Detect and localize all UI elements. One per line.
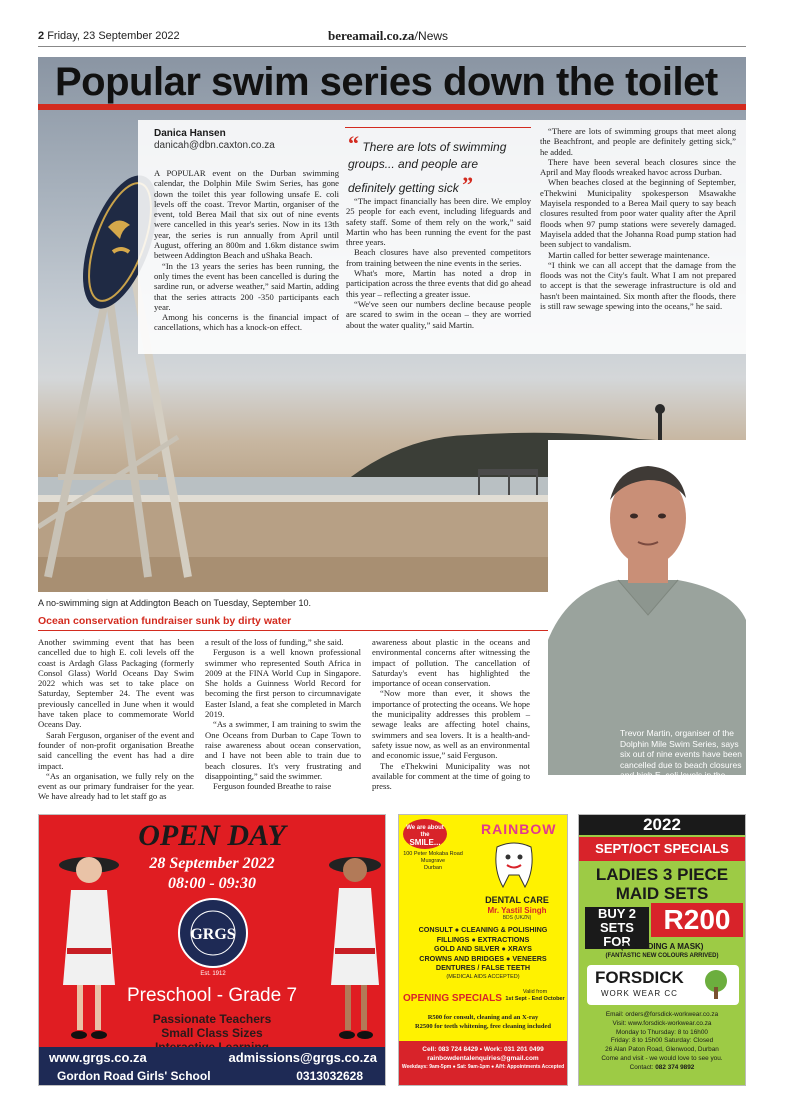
crest-est: Est. 1912 bbox=[200, 971, 226, 977]
school-name: Gordon Road Girls' School bbox=[57, 1069, 211, 1083]
page-number: 2 bbox=[38, 30, 45, 42]
portrait-photo bbox=[548, 440, 746, 775]
buy-quantity: BUY 2 bbox=[597, 906, 637, 921]
smile-badge bbox=[403, 819, 447, 849]
sidebar-column-3 bbox=[372, 637, 530, 791]
specials-banner: SEPT/OCT SPECIALS bbox=[579, 837, 745, 861]
medical-aid-note: (MEDICAL AIDS ACCEPTED) bbox=[446, 973, 520, 980]
paragraph: “In the 13 years the series has been running, the only times the event has been cancelled is during the sardine run, or adverse weather,” said Martin, adding that the series attracts 200 -350 participants each year. bbox=[154, 260, 339, 312]
sets-for: SETS FOR bbox=[600, 920, 634, 949]
dental-advert[interactable] bbox=[398, 814, 568, 1086]
paragraph: Beach closures have also prevented competitors from training between the nine events in the series. bbox=[346, 247, 531, 268]
open-day-title: OPEN DAY bbox=[138, 819, 286, 852]
service-item: CROWNS AND BRIDGES ● VENEERS bbox=[419, 953, 547, 963]
paragraph: “The impact financially has been dire. We employ 25 people for each event, including lifeguards and safety staff. Some of them rely on the work,” said Martin who has been running the event for the past three years. bbox=[346, 196, 531, 248]
offer-item: R500 for consult, cleaning and an X-ray bbox=[427, 1014, 539, 1021]
dental-services bbox=[399, 925, 567, 982]
dental-phone[interactable]: Cell: 083 724 8429 • Work: 031 201 0499 bbox=[422, 1046, 544, 1053]
issue-date: Friday, 23 September 2022 bbox=[47, 30, 180, 42]
benefit-item: Passionate Teachers bbox=[152, 1012, 272, 1026]
opening-specials-label: OPENING SPECIALS bbox=[403, 993, 502, 1004]
forsdick-advert[interactable] bbox=[578, 814, 746, 1086]
promo-line2: MAID SETS bbox=[615, 884, 709, 903]
pull-quote bbox=[348, 131, 528, 198]
dental-hours: Weekdays: 9am-5pm ● Sat: 9am-1pm ● A/H: Appointments Accepted bbox=[401, 1064, 565, 1070]
svg-text:GRGS: GRGS bbox=[190, 926, 236, 943]
school-phone[interactable]: 0313032628 bbox=[296, 1069, 363, 1083]
service-item: CONSULT ● CLEANING & POLISHING bbox=[418, 925, 548, 934]
open-day-time: 08:00 - 09:30 bbox=[168, 875, 256, 892]
rainbow-brand: RAINBOW bbox=[481, 821, 557, 837]
contact-label: Contact: bbox=[629, 1063, 654, 1071]
forsdick-contact-info bbox=[579, 1011, 745, 1073]
address-line: 100 Peter Mokaba Road bbox=[403, 851, 463, 857]
service-item: FILLINGS ● EXTRACTIONS bbox=[436, 934, 530, 944]
school-website[interactable]: www.grgs.co.za bbox=[49, 1050, 147, 1065]
forsdick-email[interactable]: Email: orders@forsdick-workwear.co.za bbox=[605, 1011, 719, 1018]
sidebar-column-1 bbox=[38, 637, 194, 802]
article-column-1 bbox=[154, 168, 339, 333]
forsdick-brand: FORSDICK bbox=[595, 968, 684, 987]
smile-tag1: We are about the bbox=[406, 825, 444, 838]
paragraph: awareness about plastic in the oceans and environmental concerns after witnessing the impact of pollution. The cancellation of Saturday's event has highlighted the importance of ocean conservation. bbox=[372, 637, 530, 689]
paragraph: “As a swimmer, I am training to swim the One Oceans from Durban to Cape Town to raise awareness about ocean conservation, and I have not been able to train due to beach closures. It's very frustrating and disappointing,” said the swimmer. bbox=[205, 719, 361, 781]
paragraph: Ferguson is a well known professional swimmer who represented South Africa in 2009 at the FINA World Cup in Singapore. She holds a Guinness World Record for becoming the first person to circumnavigate Easter Island, a feat she completed in March 2019. bbox=[205, 647, 361, 720]
valid-range: 1st Sept - End October bbox=[505, 996, 565, 1002]
forsdick-web[interactable]: Visit: www.forsdick-workwear.co.za bbox=[612, 1019, 712, 1027]
paragraph: Martin called for better sewerage maintenance. bbox=[548, 249, 710, 260]
address-line: Durban bbox=[423, 865, 443, 871]
paragraph: “Now more than ever, it shows the importance of protecting the oceans. We hope the municipality addresses this problem – sewage leaks are affecting hotel chains, swimmers and sea lovers. It is a health-and-safety issue now, as well as an environmental and economic issue,” said Ferguson. bbox=[372, 688, 530, 761]
tree-logo-icon bbox=[699, 969, 733, 1001]
forsdick-welcome: Come and visit - we would love to see you. bbox=[601, 1054, 723, 1062]
forsdick-logo bbox=[587, 965, 739, 1005]
article-headline: Popular swim series down the toilet bbox=[55, 60, 718, 104]
paragraph: Among his concerns is the financial impact of cancellations, which has a knock-on effect. bbox=[154, 312, 339, 333]
promo-line1: LADIES 3 PIECE bbox=[595, 865, 729, 884]
paragraph: “I think we can all accept that the damage from the floods was not the City's fault. What I am not prepared to accept is that the sewerage infrastructure is old and hasn't been maintained. Six month after the floods, there is still raw sewage spewing into the oceans,” he said. bbox=[540, 259, 736, 312]
dental-address bbox=[401, 851, 465, 872]
tooth-mascot-icon bbox=[489, 839, 539, 891]
article-column-3 bbox=[540, 126, 736, 311]
byline-author: Danica Hansen bbox=[154, 128, 226, 139]
photo-caption: A no-swimming sign at Addington Beach on Tuesday, September 10. bbox=[38, 598, 311, 608]
school-email[interactable]: admissions@grgs.co.za bbox=[228, 1050, 377, 1065]
promo-price: R200 bbox=[651, 903, 743, 937]
paragraph: “We've seen our numbers decline because people are scared to swim in the ocean – they are worried about the water quality,” said Martin. bbox=[346, 298, 531, 330]
forsdick-address: 26 Alan Paton Road, Glenwood, Durban bbox=[605, 1046, 719, 1054]
open-day-date: 28 September 2022 bbox=[149, 855, 275, 872]
benefit-item: Small Class Sizes bbox=[161, 1026, 263, 1040]
paragraph: Ferguson founded Breathe to raise bbox=[213, 781, 332, 792]
forsdick-hours: Friday: 8 to 15h00 Saturday: Closed bbox=[610, 1037, 714, 1045]
portrait-illustration bbox=[548, 440, 746, 775]
sidebar-headline-rule bbox=[38, 630, 568, 631]
mask-note: (INCLUDING A MASK) bbox=[620, 942, 704, 951]
byline-email[interactable]: danicah@dbn.caxton.co.za bbox=[154, 140, 275, 151]
site-name[interactable]: bereamail.co.za bbox=[328, 28, 415, 43]
promo-product bbox=[579, 865, 745, 903]
open-quote-icon: “ bbox=[348, 131, 359, 156]
paragraph: There have been several beach closures since the April and May floods wreaked havoc across Durban. bbox=[540, 156, 736, 178]
specials-validity bbox=[503, 989, 567, 1003]
masthead: bereamail.co.za/News bbox=[328, 28, 449, 43]
contact-number[interactable]: 082 374 9892 bbox=[655, 1063, 695, 1071]
paragraph: “There are lots of swimming groups that meet along the Beachfront, and people are definitely getting sick,” he added. bbox=[540, 126, 736, 157]
paragraph: What's more, Martin has noted a drop in participation across the three events that did go ahead this year – reflecting a greater issue. bbox=[346, 268, 531, 299]
school-crest-icon bbox=[177, 897, 249, 969]
paragraph: When beaches closed at the beginning of September, eThekwini Municipality spokesperson Msawakhe Mayisela responded to a Berea Mail query to say beach closures resulted from poor water quality after the April floods when 97 pump stations were severely damaged. Mayisela added that the Johanna Road pump station had been subject to vandalism. bbox=[540, 177, 736, 250]
dental-email[interactable]: rainbowdentalenquiries@gmail.com bbox=[427, 1055, 539, 1062]
colours-note: (FANTASTIC NEW COLOURS ARRIVED) bbox=[605, 953, 719, 959]
paragraph: “As an organisation, we fully rely on the event as our primary fundraiser for the year. We have already had to let staff go as bbox=[38, 770, 194, 802]
paragraph: Another swimming event that has been cancelled due to high E. coli levels off the coast is Ardagh Glass Packaging (formerly Consol Glass) World Oceans Day Swim 2022 which was set to take place on Saturday, September 24. The event was previously cancelled in June when it would have taken place to commemorate World Oceans Day. bbox=[38, 637, 194, 730]
dental-care-title: DENTAL CARE bbox=[485, 895, 549, 905]
portrait-caption: Trevor Martin, organiser of the Dolphin Mile Swim Series, says six out of nine events have been cancelled due to beach closures and high E. coli levels in the water. bbox=[620, 728, 742, 791]
address-line: Musgrave bbox=[420, 858, 446, 864]
paragraph: Sarah Ferguson, organiser of the event and founder of non-profit organisation Breathe said cancelling the event has had a dire impact. bbox=[38, 729, 194, 771]
forsdick-contact bbox=[579, 1064, 745, 1073]
grades-offered: Preschool - Grade 7 bbox=[126, 985, 298, 1006]
dentist-name: Mr. Yastil Singh bbox=[487, 906, 547, 915]
dental-contact-bar bbox=[399, 1041, 567, 1086]
sidebar-headline: Ocean conservation fundraiser sunk by dirty water bbox=[38, 615, 292, 627]
article-column-2 bbox=[346, 196, 531, 330]
sidebar-column-2 bbox=[205, 637, 361, 791]
dentist-qualification: BDS (UKZN) bbox=[502, 915, 532, 921]
promo-year: 2022 bbox=[579, 815, 745, 835]
paragraph: a result of the loss of funding,” she said. bbox=[205, 637, 344, 647]
page-header-date bbox=[38, 30, 180, 42]
pull-quote-text: There are lots of swimming groups... and people are definitely getting sick bbox=[348, 140, 507, 195]
paragraph: A POPULAR event on the Durban swimming calendar, the Dolphin Mile Swim Series, has gone down the toilet this year following unsafe E. coli levels off the coast. Trevor Martin, organiser of the event, told Berea Mail that six out of nine events were cancelled in this year's series. Now in its 13th year, the series is run annually from April until August, offering an 800m and 1.6km distance swim between Addington Beach and uShaka Beach. bbox=[154, 168, 339, 261]
special-offers bbox=[399, 1013, 567, 1031]
school-advert[interactable] bbox=[38, 814, 386, 1086]
smile-tag2: SMILE... bbox=[409, 838, 441, 847]
valid-from: Valid from bbox=[522, 989, 548, 995]
offer-item: R2500 for teeth whitening, free cleaning included bbox=[414, 1023, 552, 1030]
headline-underline bbox=[38, 104, 746, 110]
close-quote-icon: ” bbox=[462, 172, 474, 197]
section-name: News bbox=[418, 29, 449, 43]
school-footer bbox=[39, 1047, 385, 1086]
pull-quote-rule bbox=[345, 127, 531, 128]
service-item: DENTURES / FALSE TEETH bbox=[435, 963, 531, 972]
header-divider bbox=[38, 46, 746, 47]
forsdick-hours: Monday to Thursday: 8 to 16h00 bbox=[616, 1028, 708, 1036]
paragraph: The eThekwini Municipality was not available for comment at the time of going to press. bbox=[372, 760, 530, 792]
forsdick-brand-sub: WORK WEAR CC bbox=[601, 989, 678, 998]
service-item: GOLD AND SILVER ● XRAYS bbox=[434, 944, 532, 953]
